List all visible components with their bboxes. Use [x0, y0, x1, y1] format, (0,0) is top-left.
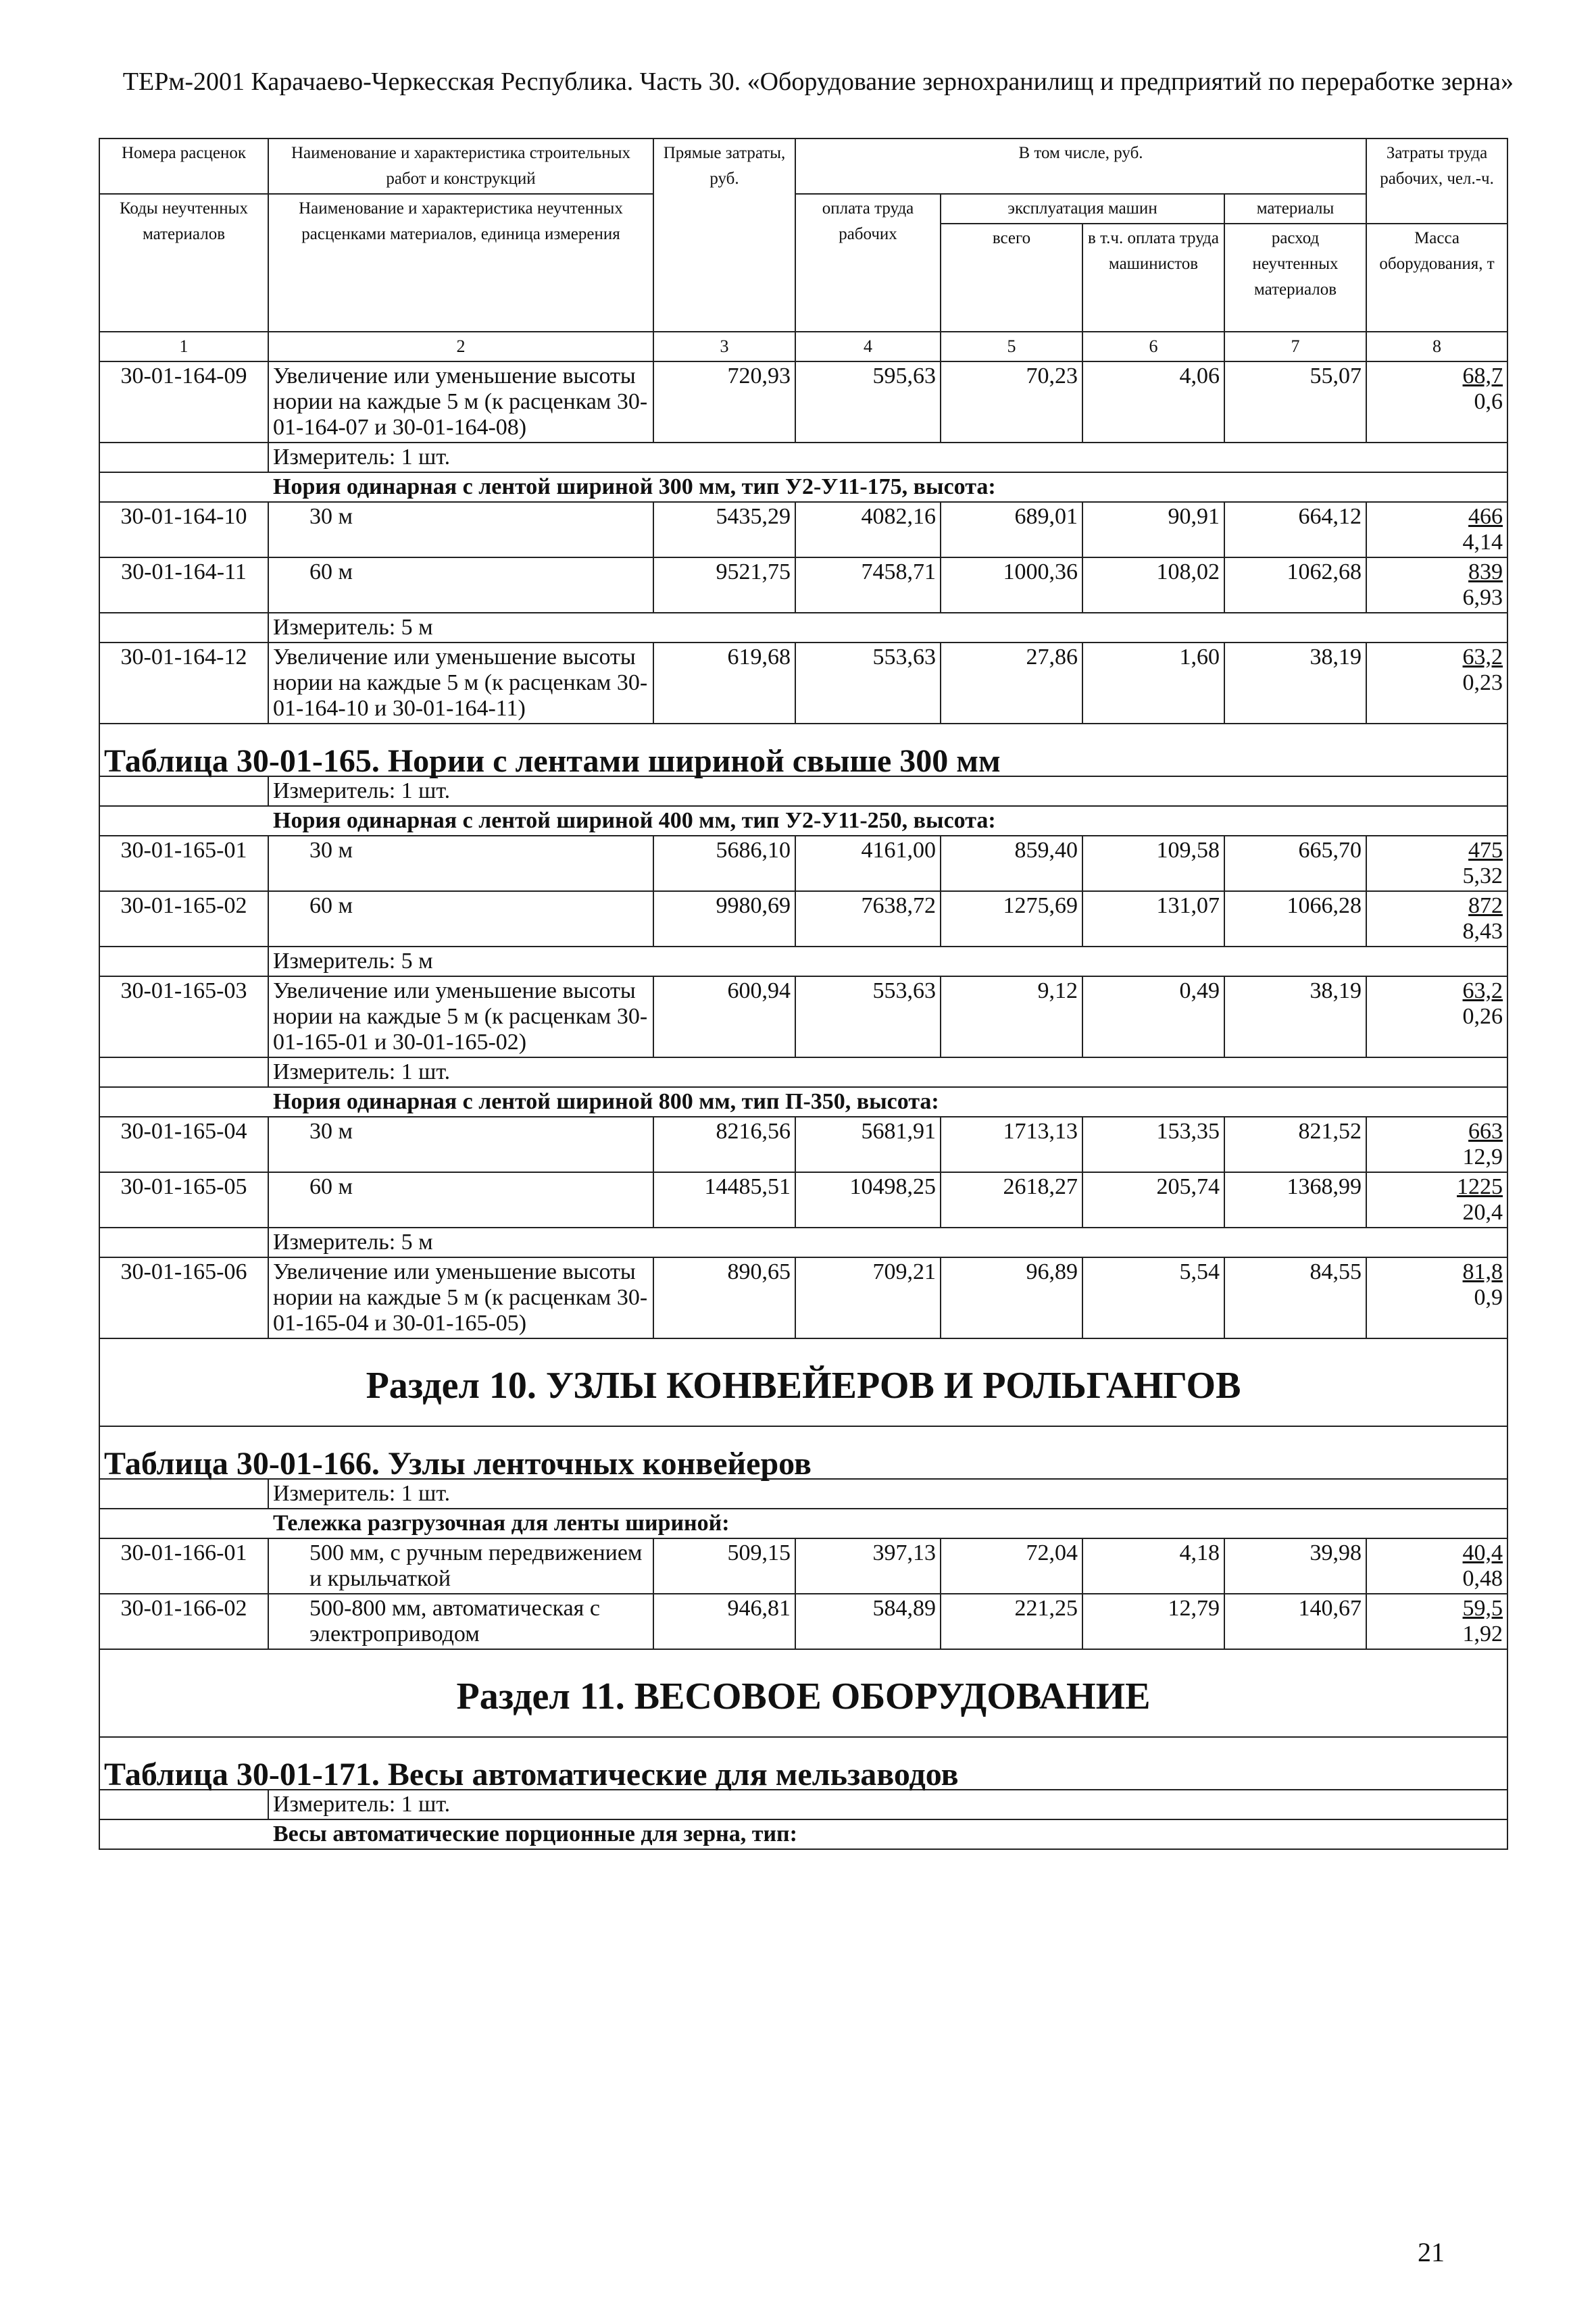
direct-costs: 8216,56 — [653, 1117, 795, 1172]
rate-name: Увеличение или уменьшение высоты нории на каждые 5 м (к расценкам 30-01-165-04 и 30-01-165-05) — [268, 1257, 653, 1338]
table-row — [99, 891, 1507, 947]
mass-value: 8,43 — [1462, 919, 1503, 944]
worker-pay: 553,63 — [795, 643, 941, 724]
header-work-name: Наименование и характеристика строительных работ и конструкций — [268, 139, 653, 194]
direct-costs: 890,65 — [653, 1257, 795, 1338]
labor-value: 40,4 — [1462, 1540, 1503, 1565]
header-rate-numbers: Номера расценок — [99, 139, 268, 194]
machine-total: 689,01 — [941, 502, 1082, 557]
page-number: 21 — [1418, 2237, 1445, 2267]
worker-pay: 10498,25 — [795, 1172, 941, 1228]
machine-total: 70,23 — [941, 361, 1082, 443]
rate-code: 30-01-164-12 — [99, 643, 268, 724]
measure-unit: Измеритель: 5 м — [268, 947, 1507, 976]
section-title: Раздел 11. ВЕСОВОЕ ОБОРУДОВАНИЕ — [99, 1649, 1507, 1737]
rate-name: Увеличение или уменьшение высоты нории на каждые 5 м (к расценкам 30-01-164-10 и 30-01-164-11) — [268, 643, 653, 724]
mass-value: 20,4 — [1462, 1200, 1503, 1225]
labor-value: 81,8 — [1462, 1259, 1503, 1284]
labor-value: 475 — [1468, 838, 1503, 863]
materials: 821,52 — [1224, 1117, 1366, 1172]
labor-mass — [1366, 1594, 1507, 1649]
rate-name: 60 м — [268, 1172, 653, 1228]
direct-costs: 619,68 — [653, 643, 795, 724]
rate-code: 30-01-164-11 — [99, 557, 268, 613]
header-direct-costs: Прямые затраты, руб. — [653, 139, 795, 332]
machine-total: 9,12 — [941, 976, 1082, 1057]
measure-unit: Измеритель: 1 шт. — [268, 1790, 1507, 1819]
worker-pay: 4082,16 — [795, 502, 941, 557]
rate-name: 30 м — [268, 1117, 653, 1172]
labor-mass — [1366, 1172, 1507, 1228]
mass-value: 0,6 — [1474, 389, 1503, 414]
table-title: Таблица 30-01-165. Нории с лентами шириной свыше 300 мм — [99, 724, 1507, 776]
materials: 664,12 — [1224, 502, 1366, 557]
rate-code: 30-01-165-03 — [99, 976, 268, 1057]
machine-total: 1275,69 — [941, 891, 1082, 947]
direct-costs: 5435,29 — [653, 502, 795, 557]
labor-mass — [1366, 557, 1507, 613]
materials: 39,98 — [1224, 1538, 1366, 1594]
col-number: 7 — [1224, 332, 1366, 361]
labor-mass — [1366, 1257, 1507, 1338]
subgroup-title: Весы автоматические порционные для зерна, тип: — [99, 1819, 1507, 1849]
table-row — [99, 643, 1507, 724]
labor-value: 59,5 — [1462, 1596, 1503, 1621]
table-row — [99, 1594, 1507, 1649]
materials: 38,19 — [1224, 976, 1366, 1057]
rates-table — [99, 138, 1508, 1850]
measure-unit: Измеритель: 1 шт. — [268, 1057, 1507, 1087]
table-title: Таблица 30-01-171. Весы автоматические для мельзаводов — [99, 1737, 1507, 1790]
machinist-pay: 90,91 — [1082, 502, 1224, 557]
machinist-pay: 1,60 — [1082, 643, 1224, 724]
rate-name: 60 м — [268, 557, 653, 613]
table-row — [99, 557, 1507, 613]
direct-costs: 509,15 — [653, 1538, 795, 1594]
labor-value: 68,7 — [1462, 363, 1503, 388]
machinist-pay: 109,58 — [1082, 836, 1224, 891]
machine-total: 221,25 — [941, 1594, 1082, 1649]
labor-value: 872 — [1468, 893, 1503, 918]
mass-value: 0,23 — [1462, 670, 1503, 695]
mass-value: 12,9 — [1462, 1145, 1503, 1169]
col-number: 8 — [1366, 332, 1507, 361]
table-row — [99, 836, 1507, 891]
rate-code: 30-01-165-05 — [99, 1172, 268, 1228]
labor-mass — [1366, 891, 1507, 947]
materials: 84,55 — [1224, 1257, 1366, 1338]
header-materials: материалы — [1224, 194, 1366, 224]
rate-code: 30-01-165-01 — [99, 836, 268, 891]
header-machine-operation: эксплуатация машин — [941, 194, 1224, 224]
rate-code: 30-01-166-01 — [99, 1538, 268, 1594]
table-title: Таблица 30-01-166. Узлы ленточных конвейеров — [99, 1426, 1507, 1479]
worker-pay: 5681,91 — [795, 1117, 941, 1172]
direct-costs: 720,93 — [653, 361, 795, 443]
table-row — [99, 1117, 1507, 1172]
rate-name: 60 м — [268, 891, 653, 947]
labor-value: 663 — [1468, 1119, 1503, 1144]
materials: 38,19 — [1224, 643, 1366, 724]
header-including: В том числе, руб. — [795, 139, 1366, 194]
machine-total: 72,04 — [941, 1538, 1082, 1594]
rate-name: 500-800 мм, автоматическая с электроприводом — [268, 1594, 653, 1649]
machine-total: 2618,27 — [941, 1172, 1082, 1228]
mass-value: 0,26 — [1462, 1004, 1503, 1029]
section-title: Раздел 10. УЗЛЫ КОНВЕЙЕРОВ И РОЛЬГАНГОВ — [99, 1338, 1507, 1426]
worker-pay: 553,63 — [795, 976, 941, 1057]
labor-mass — [1366, 1538, 1507, 1594]
table-row — [99, 361, 1507, 443]
machinist-pay: 4,18 — [1082, 1538, 1224, 1594]
table-row — [99, 1172, 1507, 1228]
subgroup-title: Нория одинарная с лентой шириной 400 мм, тип У2-У11-250, высота: — [99, 806, 1507, 836]
labor-mass — [1366, 643, 1507, 724]
measure-unit: Измеритель: 5 м — [268, 1228, 1507, 1257]
materials: 140,67 — [1224, 1594, 1366, 1649]
mass-value: 4,14 — [1462, 530, 1503, 555]
table-row — [99, 502, 1507, 557]
rate-name: 500 мм, с ручным передвижением и крыльчаткой — [268, 1538, 653, 1594]
worker-pay: 397,13 — [795, 1538, 941, 1594]
materials: 1368,99 — [1224, 1172, 1366, 1228]
labor-value: 839 — [1468, 559, 1503, 584]
materials: 55,07 — [1224, 361, 1366, 443]
worker-pay: 595,63 — [795, 361, 941, 443]
rate-code: 30-01-165-04 — [99, 1117, 268, 1172]
machine-total: 1713,13 — [941, 1117, 1082, 1172]
labor-mass — [1366, 1117, 1507, 1172]
measure-unit: Измеритель: 1 шт. — [268, 443, 1507, 472]
worker-pay: 7458,71 — [795, 557, 941, 613]
machine-total: 1000,36 — [941, 557, 1082, 613]
machinist-pay: 12,79 — [1082, 1594, 1224, 1649]
materials: 1066,28 — [1224, 891, 1366, 947]
labor-mass — [1366, 502, 1507, 557]
mass-value: 0,48 — [1462, 1566, 1503, 1591]
subgroup-title: Тележка разгрузочная для ленты шириной: — [99, 1509, 1507, 1538]
mass-value: 6,93 — [1462, 585, 1503, 610]
rate-code: 30-01-166-02 — [99, 1594, 268, 1649]
direct-costs: 5686,10 — [653, 836, 795, 891]
page-title: ТЕРм-2001 Карачаево-Черкесская Республика. Часть 30. «Оборудование зернохранилищ и предприятий по переработке зерна» — [122, 68, 1514, 96]
machinist-pay: 153,35 — [1082, 1117, 1224, 1172]
header-worker-pay: оплата труда рабочих — [795, 194, 941, 332]
direct-costs: 600,94 — [653, 976, 795, 1057]
rate-name: Увеличение или уменьшение высоты нории на каждые 5 м (к расценкам 30-01-165-01 и 30-01-165-02) — [268, 976, 653, 1057]
col-number: 3 — [653, 332, 795, 361]
rate-name: 30 м — [268, 502, 653, 557]
direct-costs: 9980,69 — [653, 891, 795, 947]
rate-code: 30-01-164-10 — [99, 502, 268, 557]
labor-value: 466 — [1468, 504, 1503, 529]
machine-total: 27,86 — [941, 643, 1082, 724]
labor-value: 63,2 — [1462, 978, 1503, 1003]
materials: 1062,68 — [1224, 557, 1366, 613]
labor-mass — [1366, 976, 1507, 1057]
machine-total: 96,89 — [941, 1257, 1082, 1338]
machinist-pay: 205,74 — [1082, 1172, 1224, 1228]
header-material-consumption: расход неучтенных материалов — [1224, 224, 1366, 332]
direct-costs: 9521,75 — [653, 557, 795, 613]
col-number: 5 — [941, 332, 1082, 361]
machinist-pay: 5,54 — [1082, 1257, 1224, 1338]
worker-pay: 7638,72 — [795, 891, 941, 947]
worker-pay: 584,89 — [795, 1594, 941, 1649]
machine-total: 859,40 — [941, 836, 1082, 891]
machinist-pay: 108,02 — [1082, 557, 1224, 613]
rate-name: Увеличение или уменьшение высоты нории на каждые 5 м (к расценкам 30-01-164-07 и 30-01-164-08) — [268, 361, 653, 443]
labor-mass — [1366, 361, 1507, 443]
labor-mass — [1366, 836, 1507, 891]
table-row — [99, 976, 1507, 1057]
subgroup-title: Нория одинарная с лентой шириной 800 мм, тип П-350, высота: — [99, 1087, 1507, 1117]
measure-unit: Измеритель: 1 шт. — [268, 1479, 1507, 1509]
subgroup-title: Нория одинарная с лентой шириной 300 мм, тип У2-У11-175, высота: — [99, 472, 1507, 502]
machinist-pay: 131,07 — [1082, 891, 1224, 947]
machinist-pay: 4,06 — [1082, 361, 1224, 443]
header-material-codes: Коды неучтенных материалов — [99, 194, 268, 332]
rate-code: 30-01-164-09 — [99, 361, 268, 443]
labor-value: 1225 — [1457, 1174, 1503, 1199]
col-number: 2 — [268, 332, 653, 361]
header-labor-costs: Затраты труда рабочих, чел.-ч. — [1366, 139, 1507, 224]
labor-value: 63,2 — [1462, 645, 1503, 670]
measure-unit: Измеритель: 1 шт. — [268, 776, 1507, 806]
table-row — [99, 1538, 1507, 1594]
col-number: 1 — [99, 332, 268, 361]
worker-pay: 4161,00 — [795, 836, 941, 891]
header-material-names: Наименование и характеристика неучтенных расценками материалов, единица измерения — [268, 194, 653, 332]
materials: 665,70 — [1224, 836, 1366, 891]
header-machine-total: всего — [941, 224, 1082, 332]
col-number: 6 — [1082, 332, 1224, 361]
mass-value: 5,32 — [1462, 863, 1503, 888]
table-row — [99, 1257, 1507, 1338]
direct-costs: 946,81 — [653, 1594, 795, 1649]
rate-code: 30-01-165-02 — [99, 891, 268, 947]
mass-value: 0,9 — [1474, 1285, 1503, 1310]
header-machinist-pay: в т.ч. оплата труда машинистов — [1082, 224, 1224, 332]
direct-costs: 14485,51 — [653, 1172, 795, 1228]
measure-unit: Измеритель: 5 м — [268, 613, 1507, 643]
rate-code: 30-01-165-06 — [99, 1257, 268, 1338]
header-equipment-mass: Масса оборудования, т — [1366, 224, 1507, 332]
rate-name: 30 м — [268, 836, 653, 891]
worker-pay: 709,21 — [795, 1257, 941, 1338]
machinist-pay: 0,49 — [1082, 976, 1224, 1057]
col-number: 4 — [795, 332, 941, 361]
mass-value: 1,92 — [1462, 1621, 1503, 1646]
